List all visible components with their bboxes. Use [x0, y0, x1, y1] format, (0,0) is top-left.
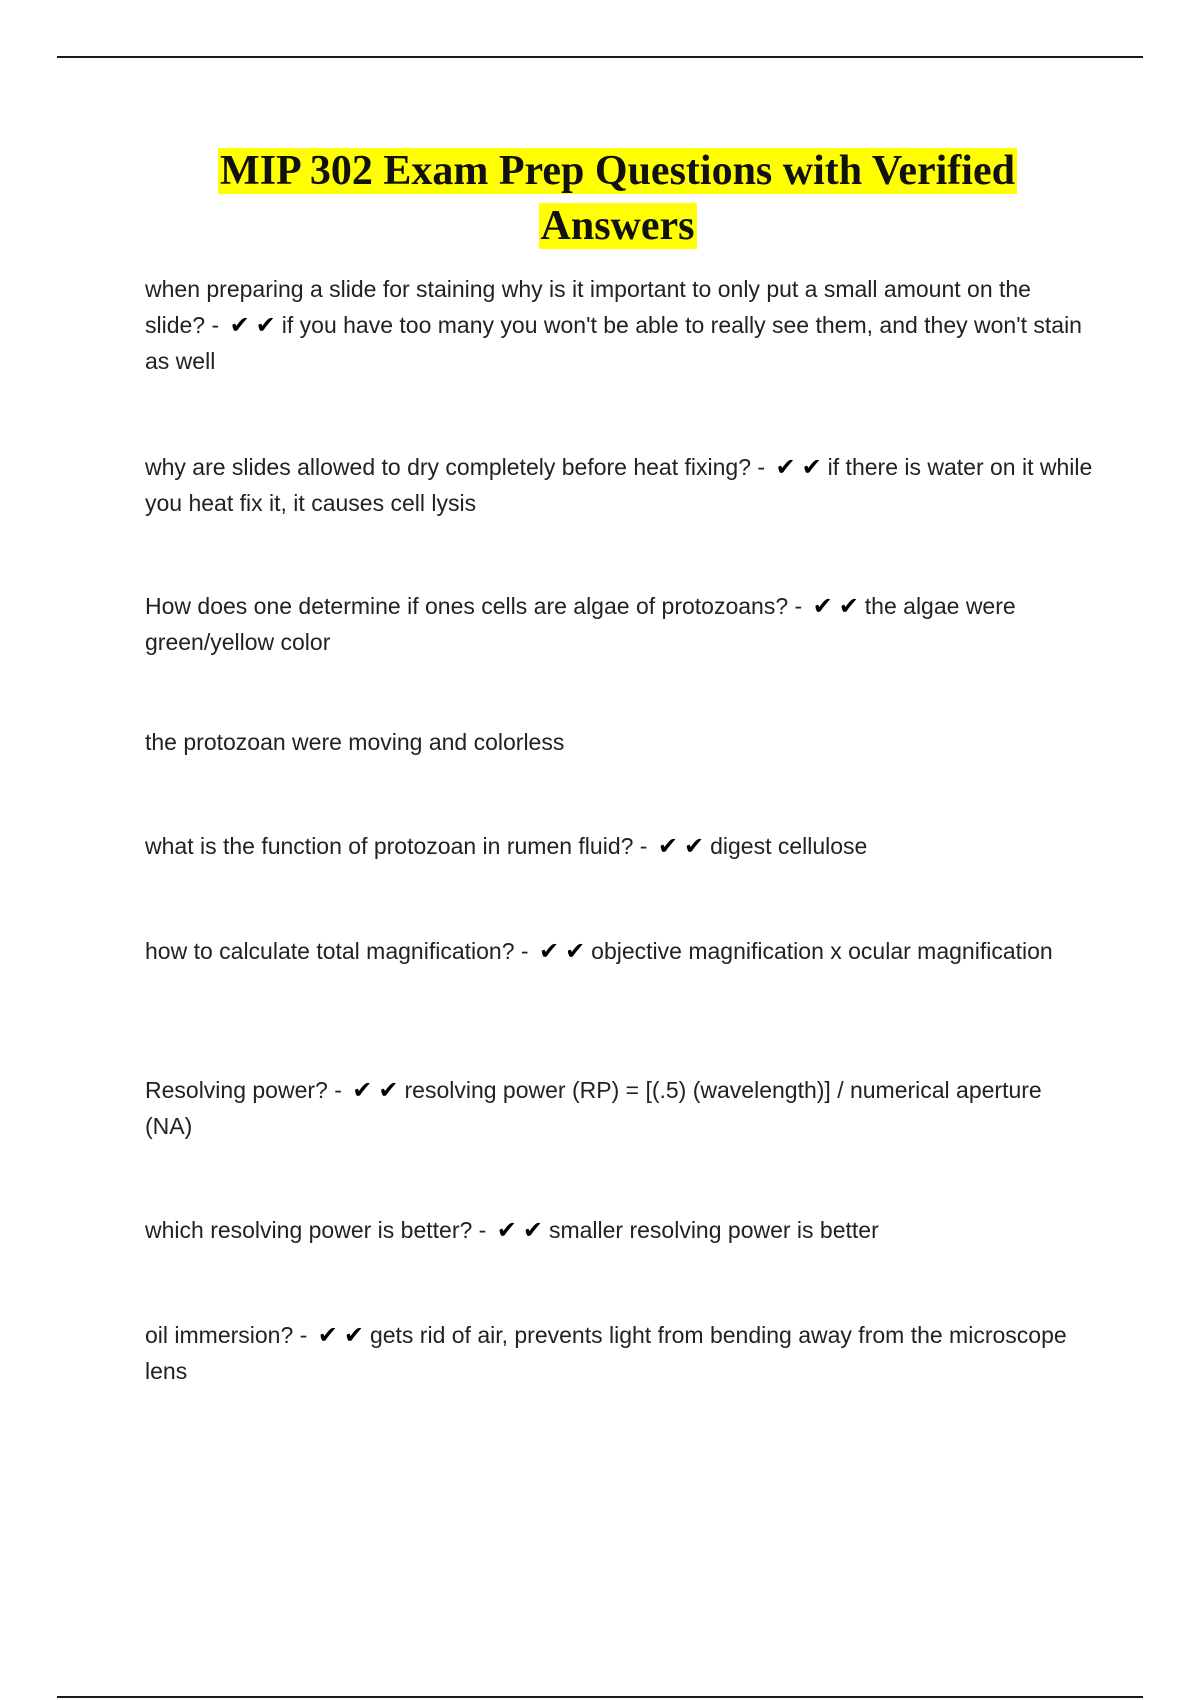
question-text: when preparing a slide for staining why is it important to only put a small amount on the slide? — [145, 276, 1031, 338]
check-icon: ✔ — [352, 1076, 373, 1104]
answer-text: digest cellulose — [710, 833, 868, 859]
separator: - — [299, 1322, 308, 1348]
check-icon: ✔ — [565, 937, 586, 965]
separator: - — [211, 312, 220, 338]
answer-text: gets rid of air, prevents light from bending away from the microscope lens — [145, 1322, 1067, 1384]
check-icon: ✔ — [255, 311, 276, 339]
qa-item-4 — [145, 828, 1095, 864]
qa-item-1 — [145, 271, 1095, 379]
answer-text: resolving power (RP) = [(.5) (wavelength)] / numerical aperture (NA) — [145, 1077, 1042, 1139]
title-highlight: MIP 302 Exam Prep Questions with Verified Answers — [220, 148, 1015, 249]
question-text: why are slides allowed to dry completely before heat fixing? — [145, 454, 751, 480]
check-icon: ✔ — [657, 832, 678, 860]
qa-item-3 — [145, 588, 1095, 660]
question-text: How does one determine if ones cells are algae of protozoans? — [145, 593, 789, 619]
answer-text: objective magnification x ocular magnification — [591, 938, 1053, 964]
question-text: oil immersion? — [145, 1322, 294, 1348]
check-icon: ✔ — [317, 1321, 338, 1349]
answer-text: if there is water on it while you heat fix it, it causes cell lysis — [145, 454, 1093, 516]
footer-rule — [57, 1696, 1143, 1698]
answer-continuation — [145, 724, 1095, 760]
separator: - — [478, 1217, 487, 1243]
check-icon: ✔ — [838, 592, 859, 620]
answer-text: the algae were green/yellow color — [145, 593, 1016, 655]
check-icon: ✔ — [812, 592, 833, 620]
check-icon: ✔ — [496, 1216, 517, 1244]
check-icon: ✔ — [801, 453, 822, 481]
separator: - — [334, 1077, 342, 1103]
question-text: which resolving power is better? — [145, 1217, 473, 1243]
check-icon: ✔ — [683, 832, 705, 860]
check-icon: ✔ — [775, 453, 796, 481]
question-text: how to calculate total magnification? — [145, 938, 515, 964]
check-icon: ✔ — [343, 1321, 364, 1349]
page-title — [145, 144, 1090, 254]
qa-item-5 — [145, 933, 1095, 969]
check-icon: ✔ — [229, 311, 250, 339]
separator: - — [520, 938, 529, 964]
answer-text: smaller resolving power is better — [548, 1217, 879, 1243]
qa-item-2 — [145, 449, 1095, 521]
qa-item-6 — [145, 1072, 1095, 1144]
qa-item-8 — [145, 1317, 1095, 1389]
answer-text: if you have too many you won't be able to really see them, and they won't stain as well — [145, 312, 1082, 374]
check-icon: ✔ — [538, 937, 560, 965]
question-text: what is the function of protozoan in rumen fluid? — [145, 833, 634, 859]
header-rule — [57, 56, 1143, 58]
question-text: Resolving power? — [145, 1077, 328, 1103]
separator: - — [639, 833, 648, 859]
check-icon: ✔ — [522, 1216, 543, 1244]
continuation-text: the protozoan were moving and colorless — [145, 729, 565, 755]
check-icon: ✔ — [378, 1076, 399, 1104]
separator: - — [757, 454, 766, 480]
qa-item-7 — [145, 1212, 1095, 1248]
separator: - — [794, 593, 803, 619]
